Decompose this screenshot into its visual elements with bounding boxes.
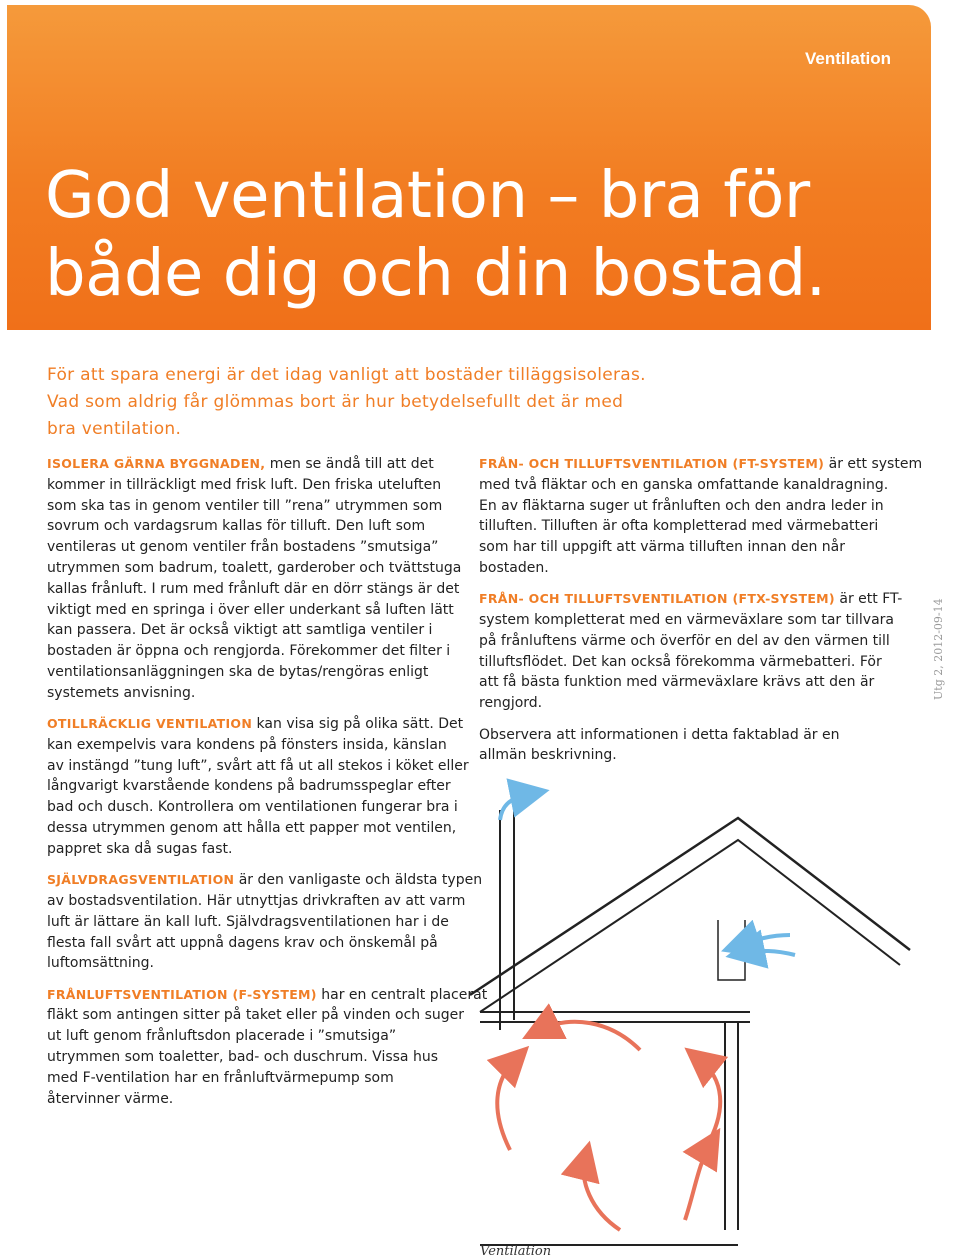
paragraph-line (479, 725, 879, 746)
paragraph-text: flesta fall svårt att uppnå dagens krav och önskemål på (47, 934, 438, 951)
attic-floor (480, 1012, 750, 1022)
paragraph-line (47, 600, 457, 621)
paragraph-text: som har till uppgift att värma tilluften innan den når (479, 539, 846, 556)
paragraph-line (47, 537, 457, 558)
paragraph-line (47, 818, 457, 839)
paragraph-text: bostaden. (479, 559, 549, 576)
paragraph-line (47, 558, 462, 579)
paragraph-text: är den vanligaste och äldsta typen (234, 872, 483, 889)
paragraph-line (47, 912, 457, 933)
paragraph-text: allmän beskrivning. (479, 747, 617, 764)
paragraph-line (47, 714, 464, 735)
exterior-wall (725, 1022, 738, 1230)
paragraph-text: pappret ska då sugas fast. (47, 840, 233, 857)
paragraph-keyword: ISOLERA GÄRNA BYGGNADEN, (47, 456, 266, 471)
paragraph-line (479, 475, 889, 496)
paragraph (47, 870, 483, 974)
paragraph-line (47, 454, 457, 475)
paragraph-line (479, 672, 879, 693)
paragraph-text: långvarigt kvarstående kondens på badrumsspeglar efter (47, 778, 451, 795)
header-banner (7, 5, 931, 330)
paragraph-text: är ett FT- (834, 591, 903, 608)
paragraph-text: fläkt som antingen sitter på taket eller på vinden och suger (47, 1007, 465, 1024)
paragraph-text: viktigt med en springa i över eller underkant så luften lätt (47, 601, 454, 618)
paragraph-text: är ett system (824, 456, 923, 472)
paragraph-line (47, 756, 469, 777)
paragraph-line (47, 475, 457, 496)
paragraph-text: tilluften. Tilluften är ofta kompletterad med värmebatteri (479, 518, 879, 535)
warm-air-arrow (497, 1060, 515, 1150)
left-column (47, 454, 488, 1120)
paragraph-line (479, 610, 894, 631)
edition-date: Utg 2, 2012-09-14 (932, 598, 945, 700)
paragraph-line (479, 558, 879, 579)
house-ventilation-illustration (470, 760, 960, 1250)
warm-air-arrow (584, 1160, 620, 1230)
paragraph-line (479, 589, 903, 610)
paragraph-line (47, 1047, 457, 1068)
paragraph-line (47, 985, 488, 1006)
warm-air-arrow (700, 1060, 720, 1140)
paragraph-text: av instängd ”tung luft”, svårt att få ut all stekos i köket eller (47, 757, 469, 774)
warm-air-arrow (685, 1145, 710, 1220)
paragraph-text: ventilationsanläggningen ska de bytas/rengöras enligt (47, 663, 429, 680)
paragraph (479, 589, 903, 714)
paragraph-text: bostaden är öppna och rengjorda. Förekommer det filter i (47, 643, 451, 660)
paragraph-line (47, 839, 457, 860)
paragraph-keyword: FRÅNLUFTSVENTILATION (F-SYSTEM) (47, 986, 317, 1002)
intro-paragraph (47, 362, 707, 443)
roof (470, 818, 910, 995)
paragraph-text: utrymmen som toaletter, bad- och duschrum. Vissa hus (47, 1049, 438, 1066)
intro-line: Vad som aldrig får glömmas bort är hur betydelsefullt det är med (47, 392, 624, 412)
paragraph-line (47, 496, 457, 517)
paragraph-text: kan visa sig på olika sätt. Det (252, 716, 464, 733)
paragraph-text: som ska tas in genom ventiler till ”rena” utrymmen som (47, 497, 443, 514)
paragraph-line (47, 641, 457, 662)
paragraph-text: En av fläktarna suger ut frånluften och den andra leder in (479, 497, 884, 514)
paragraph-keyword: FRÅN- OCH TILLUFTSVENTILATION (FTX-SYSTEM) (479, 591, 835, 607)
paragraph-line (47, 1026, 457, 1047)
paragraph-line (47, 891, 466, 912)
roof-inner (480, 840, 900, 1012)
paragraph-keyword: SJÄLVDRAGSVENTILATION (47, 872, 235, 888)
page-title (45, 157, 905, 313)
paragraph-text: ut luft genom frånluftsdon placerade i ”smutsiga” (47, 1028, 397, 1045)
paragraph-text: luft är lättare än kall luft. Självdragsventilationen har i de (47, 913, 449, 930)
paragraph-line (47, 933, 457, 954)
paragraph-keyword: OTILLRÄCKLIG VENTILATION (47, 716, 253, 732)
paragraph-text: systemets anvisning. (47, 684, 196, 701)
paragraph-keyword: FRÅN- OCH TILLUFTSVENTILATION (FT-SYSTEM) (479, 456, 825, 471)
paragraph-line (47, 1068, 457, 1089)
paragraph-line (47, 620, 457, 641)
paragraph-line (479, 496, 884, 517)
paragraph-line (47, 797, 457, 818)
wall-vent (718, 920, 745, 980)
paragraph-text: kommer in tillräckligt med frisk luft. Den friska uteluften (47, 476, 442, 493)
paragraph-text: med F-ventilation har en frånluftvärmepump som (47, 1069, 394, 1086)
intro-line: För att spara energi är det idag vanligt att bostäder tilläggsisoleras. (47, 365, 646, 385)
paragraph-text: sovrum och vardagsrum kallas för tilluft. Den luft som (47, 518, 426, 535)
page-title-line: både dig och din bostad. (45, 237, 826, 311)
paragraph-text: med två fläktar och en ganska omfattande kanaldragning. (479, 476, 889, 493)
paragraph-line (47, 1089, 457, 1110)
cool-air-arrow (745, 951, 795, 955)
paragraph-line (47, 683, 457, 704)
paragraph-line (479, 652, 882, 673)
paragraph-line (47, 735, 457, 756)
paragraph-text: utrymmen som badrum, toalett, garderober och tvättstuga (47, 559, 462, 576)
paragraph-text: Observera att informationen i detta faktablad är en (479, 726, 840, 743)
warm-air-arrow (540, 1022, 640, 1050)
paragraph (47, 454, 462, 704)
paragraph-text: luftomsättning. (47, 955, 154, 972)
paragraph-text: återvinner värme. (47, 1090, 174, 1107)
paragraph-line (479, 693, 879, 714)
paragraph-line (47, 776, 457, 797)
cool-air-arrow (740, 935, 790, 945)
paragraph-text: kallas frånluft. I rum med frånluft där en dörr stängs är det (47, 580, 460, 597)
paragraph (47, 714, 469, 860)
paragraph-line (479, 631, 890, 652)
paragraph-text: av bostadsventilation. Här utnyttjas drivkraften av att varm (47, 892, 466, 909)
paragraph-text: ventileras ut genom ventiler från bostadens ”smutsiga” (47, 539, 439, 556)
section-label: Ventilation (805, 49, 891, 68)
paragraph (47, 985, 488, 1110)
paragraph-line (47, 953, 457, 974)
footer-label: Ventilation (480, 1244, 552, 1259)
paragraph-text: tilluftsflödet. Det kan också förekomma värmebatteri. För (479, 653, 882, 670)
paragraph-text: på frånluftens värme och överför en del av den värmen till (479, 632, 890, 649)
paragraph-line (47, 870, 483, 891)
paragraph-line (47, 516, 457, 537)
paragraph-line (47, 662, 457, 683)
paragraph-text: kan exempelvis vara kondens på fönsters insida, känslan (47, 736, 447, 753)
paragraph-line (479, 516, 879, 537)
paragraph-text: rengjord. (479, 695, 543, 712)
paragraph-text: men se ändå till att det (265, 456, 434, 472)
paragraph-line (47, 1005, 465, 1026)
paragraph (479, 454, 923, 579)
paragraph-line (479, 454, 923, 475)
paragraph-line (47, 579, 460, 600)
right-column (479, 454, 923, 777)
paragraph-text: bad och dusch. Kontrollera om ventilationen fungerar bra i (47, 799, 458, 816)
intro-line: bra ventilation. (47, 419, 182, 439)
paragraph-text: att få bästa funktion med värmeväxlare krävs att den är (479, 674, 875, 691)
paragraph-text: system kompletterat med en värmeväxlare som tar tillvara (479, 612, 894, 629)
paragraph-text: dessa utrymmen genom att hålla ett papper mot ventilen, (47, 820, 457, 837)
paragraph-line (479, 537, 879, 558)
paragraph-text: har en centralt placerat (316, 986, 488, 1003)
paragraph-text: kan passera. Det är också viktigt att samtliga ventiler i (47, 622, 433, 639)
page-title-line: God ventilation – bra för (45, 159, 810, 233)
